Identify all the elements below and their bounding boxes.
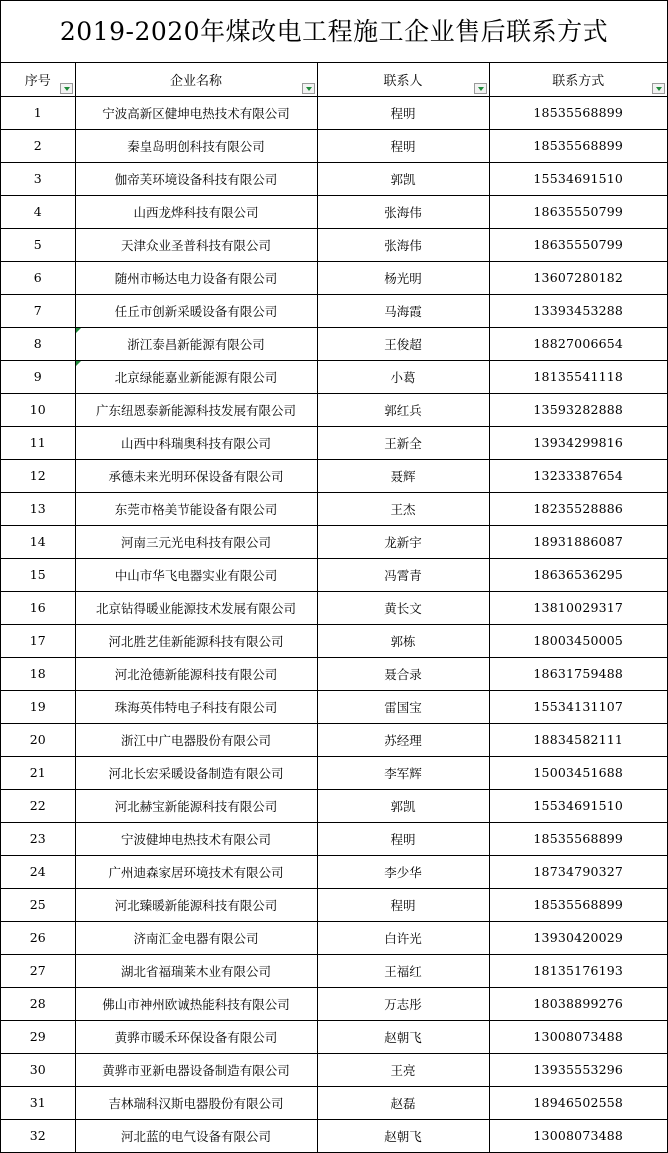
cell-no[interactable]: 17	[1, 624, 75, 657]
table-row	[1, 888, 667, 921]
table-row	[1, 228, 667, 261]
cell-contact[interactable]: 聂合录	[317, 657, 489, 690]
cell-no[interactable]: 29	[1, 1020, 75, 1053]
cell-phone[interactable]: 13607280182	[489, 261, 667, 294]
cell-company[interactable]: 吉林瑞科汉斯电器股份有限公司	[75, 1086, 317, 1119]
cell-contact[interactable]: 王新全	[317, 426, 489, 459]
cell-phone[interactable]: 13008073488	[489, 1020, 667, 1053]
cell-company[interactable]: 北京钻得暖业能源技术发展有限公司	[75, 591, 317, 624]
header-row	[1, 63, 667, 96]
cell-company[interactable]: 河北沧德新能源科技有限公司	[75, 657, 317, 690]
table-row	[1, 954, 667, 987]
cell-phone[interactable]: 15534691510	[489, 162, 667, 195]
filter-dropdown-icon[interactable]	[652, 83, 665, 94]
cell-company[interactable]: 宁波高新区健坤电热技术有限公司	[75, 96, 317, 129]
table-row	[1, 921, 667, 954]
cell-contact[interactable]: 程明	[317, 822, 489, 855]
cell-contact[interactable]: 王亮	[317, 1053, 489, 1086]
table-row	[1, 624, 667, 657]
table-row	[1, 492, 667, 525]
cell-contact[interactable]: 万志彤	[317, 987, 489, 1020]
cell-company[interactable]: 济南汇金电器有限公司	[75, 921, 317, 954]
table-row	[1, 162, 667, 195]
table-row	[1, 195, 667, 228]
cell-no[interactable]: 15	[1, 558, 75, 591]
cell-contact[interactable]: 程明	[317, 888, 489, 921]
table-row	[1, 261, 667, 294]
cell-company[interactable]: 佛山市神州欧诚热能科技有限公司	[75, 987, 317, 1020]
cell-company[interactable]: 中山市华飞电器实业有限公司	[75, 558, 317, 591]
table-row	[1, 393, 667, 426]
cell-no[interactable]: 30	[1, 1053, 75, 1086]
cell-no[interactable]: 2	[1, 129, 75, 162]
header-company-label: 企业名称	[169, 73, 222, 89]
cell-contact[interactable]: 赵磊	[317, 1086, 489, 1119]
cell-no[interactable]: 9	[1, 360, 75, 393]
cell-phone[interactable]: 18834582111	[489, 723, 667, 756]
table-row	[1, 1053, 667, 1086]
cell-no[interactable]: 28	[1, 987, 75, 1020]
cell-no[interactable]: 25	[1, 888, 75, 921]
cell-company[interactable]: 任丘市创新采暖设备有限公司	[75, 294, 317, 327]
cell-company[interactable]: 河北胜艺佳新能源科技有限公司	[75, 624, 317, 657]
cell-no[interactable]: 12	[1, 459, 75, 492]
header-phone-label: 联系方式	[552, 73, 605, 89]
table-row	[1, 1119, 667, 1152]
contact-table	[1, 63, 667, 1153]
cell-no[interactable]: 8	[1, 327, 75, 360]
cell-no[interactable]: 4	[1, 195, 75, 228]
cell-phone[interactable]: 18535568899	[489, 888, 667, 921]
cell-company[interactable]: 浙江泰昌新能源有限公司	[75, 327, 317, 360]
table-row	[1, 327, 667, 360]
cell-company[interactable]: 承德未来光明环保设备有限公司	[75, 459, 317, 492]
cell-contact[interactable]: 马海霞	[317, 294, 489, 327]
cell-contact[interactable]: 李少华	[317, 855, 489, 888]
cell-no[interactable]: 20	[1, 723, 75, 756]
cell-phone[interactable]: 18135176193	[489, 954, 667, 987]
filter-dropdown-icon[interactable]	[60, 83, 73, 94]
table-row	[1, 294, 667, 327]
header-contact-label: 联系人	[383, 73, 423, 89]
cell-phone[interactable]: 13593282888	[489, 393, 667, 426]
cell-no[interactable]: 21	[1, 756, 75, 789]
cell-contact[interactable]: 苏经理	[317, 723, 489, 756]
filter-dropdown-icon[interactable]	[474, 83, 487, 94]
cell-company[interactable]: 湖北省福瑞莱木业有限公司	[75, 954, 317, 987]
comment-indicator-icon	[76, 361, 81, 366]
cell-company[interactable]: 天津众业圣普科技有限公司	[75, 228, 317, 261]
cell-no[interactable]: 14	[1, 525, 75, 558]
cell-company[interactable]: 秦皇岛明创科技有限公司	[75, 129, 317, 162]
cell-contact[interactable]: 郭红兵	[317, 393, 489, 426]
cell-phone[interactable]: 18631759488	[489, 657, 667, 690]
cell-no[interactable]: 6	[1, 261, 75, 294]
cell-no[interactable]: 7	[1, 294, 75, 327]
table-row	[1, 1086, 667, 1119]
cell-company[interactable]: 随州市畅达电力设备有限公司	[75, 261, 317, 294]
table-row	[1, 459, 667, 492]
cell-contact[interactable]: 赵朝飞	[317, 1020, 489, 1053]
cell-company[interactable]: 伽帝芙环境设备科技有限公司	[75, 162, 317, 195]
cell-phone[interactable]: 18135541118	[489, 360, 667, 393]
cell-no[interactable]: 19	[1, 690, 75, 723]
cell-phone[interactable]: 13233387654	[489, 459, 667, 492]
header-phone	[489, 63, 667, 96]
cell-no[interactable]: 24	[1, 855, 75, 888]
cell-contact[interactable]: 杨光明	[317, 261, 489, 294]
cell-phone[interactable]: 18636536295	[489, 558, 667, 591]
table-body	[1, 96, 667, 1152]
table-row	[1, 723, 667, 756]
table-row	[1, 129, 667, 162]
table-row	[1, 987, 667, 1020]
cell-contact[interactable]: 程明	[317, 129, 489, 162]
cell-no[interactable]: 13	[1, 492, 75, 525]
cell-company[interactable]: 山西中科瑞奥科技有限公司	[75, 426, 317, 459]
cell-phone[interactable]: 18235528886	[489, 492, 667, 525]
cell-phone[interactable]: 18535568899	[489, 129, 667, 162]
cell-contact[interactable]: 郭凯	[317, 789, 489, 822]
cell-contact[interactable]: 张海伟	[317, 195, 489, 228]
cell-phone[interactable]: 13930420029	[489, 921, 667, 954]
cell-company[interactable]: 黄骅市亚新电器设备制造有限公司	[75, 1053, 317, 1086]
cell-company[interactable]: 宁波健坤电热技术有限公司	[75, 822, 317, 855]
cell-contact[interactable]: 李军辉	[317, 756, 489, 789]
cell-contact[interactable]: 黄长文	[317, 591, 489, 624]
cell-phone[interactable]: 18734790327	[489, 855, 667, 888]
cell-phone[interactable]: 13008073488	[489, 1119, 667, 1152]
cell-contact[interactable]: 郭凯	[317, 162, 489, 195]
cell-contact[interactable]: 郭栋	[317, 624, 489, 657]
cell-no[interactable]: 22	[1, 789, 75, 822]
cell-company[interactable]: 珠海英伟特电子科技有限公司	[75, 690, 317, 723]
cell-contact[interactable]: 程明	[317, 96, 489, 129]
table-row	[1, 426, 667, 459]
cell-company[interactable]: 河北赫宝新能源科技有限公司	[75, 789, 317, 822]
cell-phone[interactable]: 13393453288	[489, 294, 667, 327]
cell-contact[interactable]: 张海伟	[317, 228, 489, 261]
cell-no[interactable]: 32	[1, 1119, 75, 1152]
cell-no[interactable]: 5	[1, 228, 75, 261]
cell-phone[interactable]: 18038899276	[489, 987, 667, 1020]
cell-contact[interactable]: 白许光	[317, 921, 489, 954]
cell-phone[interactable]: 15003451688	[489, 756, 667, 789]
cell-company[interactable]: 河南三元光电科技有限公司	[75, 525, 317, 558]
cell-no[interactable]: 16	[1, 591, 75, 624]
cell-phone[interactable]: 18535568899	[489, 822, 667, 855]
table-row	[1, 855, 667, 888]
cell-contact[interactable]: 王福红	[317, 954, 489, 987]
table-row	[1, 558, 667, 591]
cell-no[interactable]: 3	[1, 162, 75, 195]
cell-no[interactable]: 27	[1, 954, 75, 987]
cell-company[interactable]: 北京绿能嘉业新能源有限公司	[75, 360, 317, 393]
cell-contact[interactable]: 龙新宇	[317, 525, 489, 558]
cell-phone[interactable]: 15534131107	[489, 690, 667, 723]
header-no	[1, 63, 75, 96]
filter-dropdown-icon[interactable]	[302, 83, 315, 94]
cell-company[interactable]: 浙江中广电器股份有限公司	[75, 723, 317, 756]
table-row	[1, 96, 667, 129]
table-row	[1, 690, 667, 723]
cell-company[interactable]: 广州迪森家居环境技术有限公司	[75, 855, 317, 888]
cell-phone[interactable]: 18827006654	[489, 327, 667, 360]
header-company	[75, 63, 317, 96]
cell-no[interactable]: 1	[1, 96, 75, 129]
cell-contact[interactable]: 冯霄青	[317, 558, 489, 591]
header-contact	[317, 63, 489, 96]
cell-phone[interactable]: 13934299816	[489, 426, 667, 459]
cell-no[interactable]: 18	[1, 657, 75, 690]
cell-no[interactable]: 26	[1, 921, 75, 954]
cell-phone[interactable]: 18946502558	[489, 1086, 667, 1119]
cell-no[interactable]: 11	[1, 426, 75, 459]
cell-contact[interactable]: 聂辉	[317, 459, 489, 492]
sheet-title: 2019-2020年煤改电工程施工企业售后联系方式	[1, 1, 667, 63]
cell-contact[interactable]: 王俊超	[317, 327, 489, 360]
cell-phone[interactable]: 13810029317	[489, 591, 667, 624]
table-row	[1, 525, 667, 558]
table-row	[1, 789, 667, 822]
cell-company[interactable]: 黄骅市暖禾环保设备有限公司	[75, 1020, 317, 1053]
cell-contact[interactable]: 雷国宝	[317, 690, 489, 723]
cell-company[interactable]: 东莞市格美节能设备有限公司	[75, 492, 317, 525]
table-row	[1, 822, 667, 855]
table-row	[1, 360, 667, 393]
cell-phone[interactable]: 18931886087	[489, 525, 667, 558]
cell-company[interactable]: 河北长宏采暖设备制造有限公司	[75, 756, 317, 789]
table-row	[1, 657, 667, 690]
cell-no[interactable]: 23	[1, 822, 75, 855]
table-row	[1, 1020, 667, 1053]
table-row	[1, 591, 667, 624]
cell-contact[interactable]: 小葛	[317, 360, 489, 393]
cell-phone[interactable]: 18635550799	[489, 228, 667, 261]
cell-company[interactable]: 河北蓝的电气设备有限公司	[75, 1119, 317, 1152]
cell-company[interactable]: 河北臻暖新能源科技有限公司	[75, 888, 317, 921]
cell-phone[interactable]: 18535568899	[489, 96, 667, 129]
cell-contact[interactable]: 赵朝飞	[317, 1119, 489, 1152]
cell-company[interactable]: 广东纽恩泰新能源科技发展有限公司	[75, 393, 317, 426]
comment-indicator-icon	[76, 328, 81, 333]
cell-company[interactable]: 山西龙烨科技有限公司	[75, 195, 317, 228]
cell-contact[interactable]: 王杰	[317, 492, 489, 525]
cell-phone[interactable]: 18635550799	[489, 195, 667, 228]
cell-phone[interactable]: 15534691510	[489, 789, 667, 822]
header-no-label: 序号	[24, 73, 51, 89]
cell-phone[interactable]: 13935553296	[489, 1053, 667, 1086]
cell-no[interactable]: 31	[1, 1086, 75, 1119]
cell-phone[interactable]: 18003450005	[489, 624, 667, 657]
table-row	[1, 756, 667, 789]
cell-no[interactable]: 10	[1, 393, 75, 426]
